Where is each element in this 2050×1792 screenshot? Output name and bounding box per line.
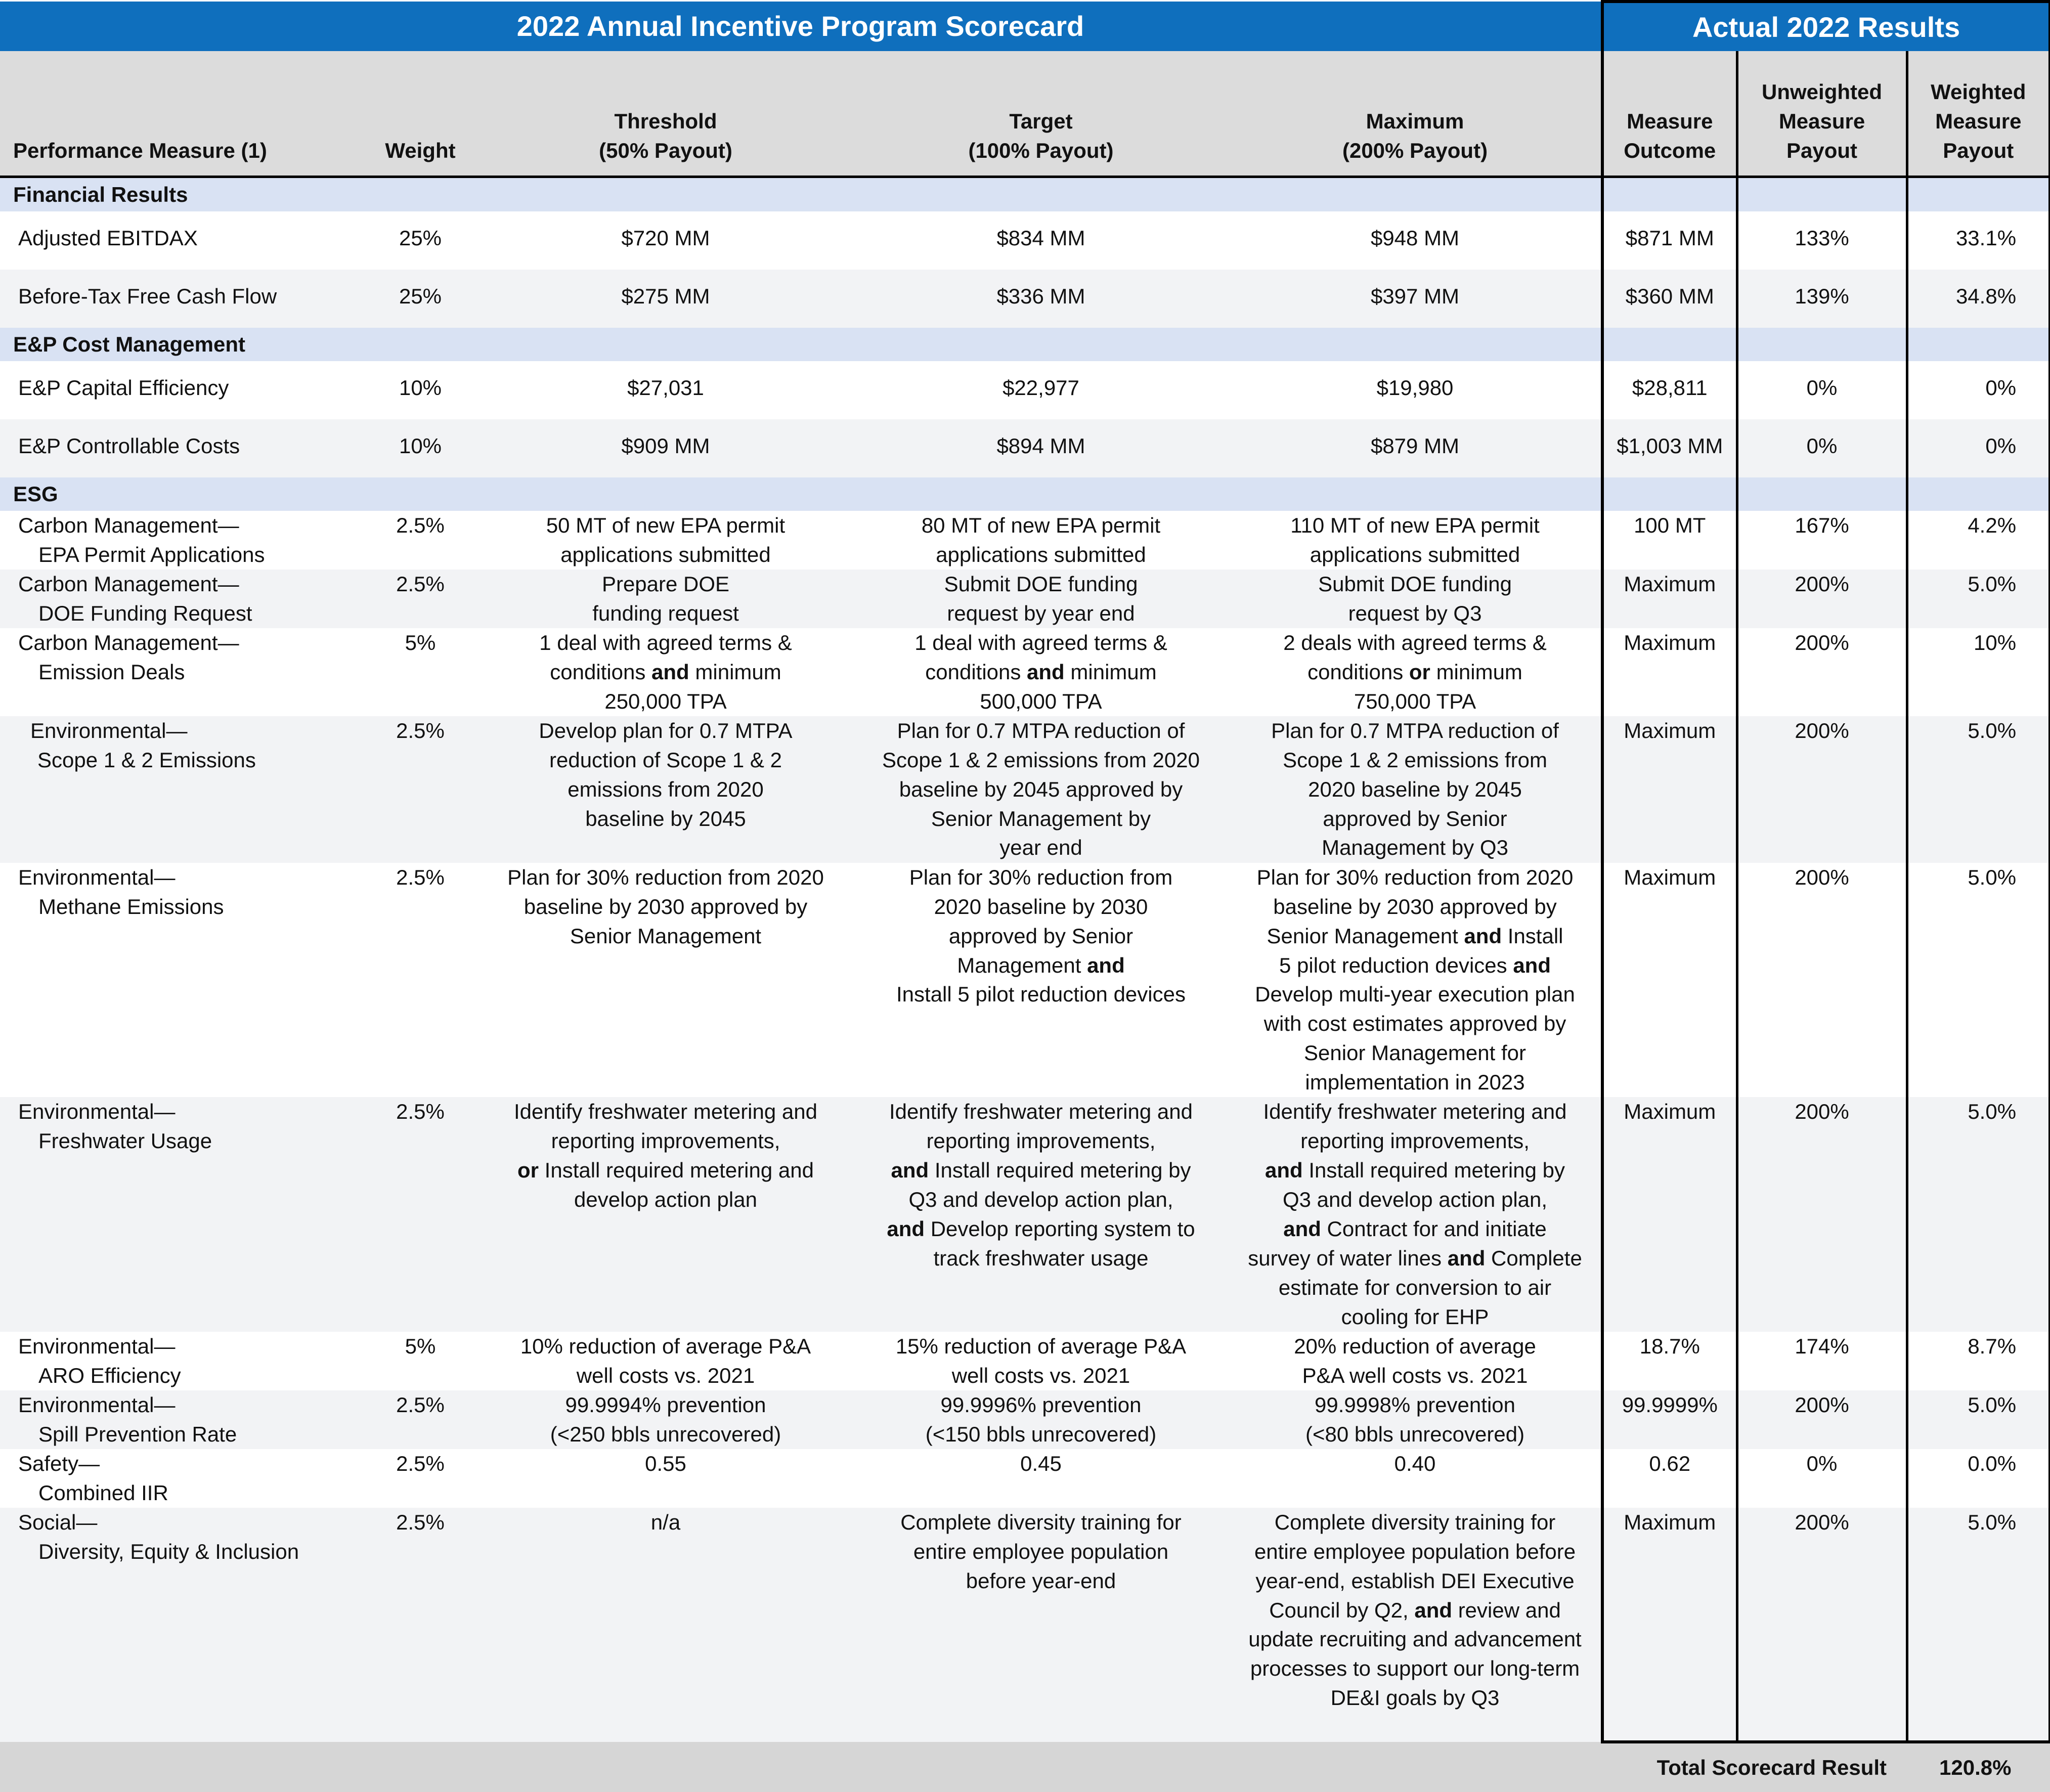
target-cell: Plan for 0.7 MTPA reduction of Scope 1 & 2 emissions from 2020 baseline by 2045 approved by Senior Management by year end <box>853 716 1229 863</box>
total-value: 120.8% <box>1907 1742 2050 1792</box>
maximum-cell: Plan for 30% reduction from 2020 baseline by 2030 approved by Senior Management and Install 5 pilot reduction devices and Develop multi-year execution plan with cost estimates approved by Senior Management for implementation in 2023 <box>1229 863 1602 1098</box>
measure-name: Social— Diversity, Equity & Inclusion <box>0 1508 362 1742</box>
measure-name: Environmental— Spill Prevention Rate <box>0 1390 362 1449</box>
outcome-cell: $1,003 MM <box>1602 419 1737 477</box>
threshold-cell: $27,031 <box>478 361 853 419</box>
target-cell: 15% reduction of average P&A well costs vs. 2021 <box>853 1332 1229 1390</box>
weighted-cell: 34.8% <box>1907 270 2050 328</box>
outcome-cell: 18.7% <box>1602 1332 1737 1390</box>
target-cell: 80 MT of new EPA permit applications submitted <box>853 511 1229 570</box>
table-row <box>0 1390 2050 1449</box>
weight-cell: 5% <box>362 628 478 716</box>
weighted-cell: 5.0% <box>1907 1508 2050 1742</box>
table-row <box>0 211 2050 270</box>
weighted-cell: 0% <box>1907 419 2050 477</box>
threshold-cell: 10% reduction of average P&A well costs vs. 2021 <box>478 1332 853 1390</box>
target-cell: $894 MM <box>853 419 1229 477</box>
column-header-threshold: Threshold (50% Payout) <box>478 51 853 177</box>
column-header-weighted: Weighted Measure Payout <box>1907 51 2050 177</box>
threshold-cell: Develop plan for 0.7 MTPA reduction of Scope 1 & 2 emissions from 2020 baseline by 2045 <box>478 716 853 863</box>
section-financial <box>0 177 2050 212</box>
maximum-cell: 99.9998% prevention (<80 bbls unrecovered) <box>1229 1390 1602 1449</box>
unweighted-cell: 200% <box>1737 1390 1907 1449</box>
unweighted-cell: 167% <box>1737 511 1907 570</box>
maximum-cell: Plan for 0.7 MTPA reduction of Scope 1 & 2 emissions from 2020 baseline by 2045 approved by Senior Management by Q3 <box>1229 716 1602 863</box>
measure-name: Environmental— Methane Emissions <box>0 863 362 1098</box>
maximum-cell: Submit DOE funding request by Q3 <box>1229 570 1602 628</box>
unweighted-cell: 133% <box>1737 211 1907 270</box>
weighted-cell: 5.0% <box>1907 570 2050 628</box>
column-header-measure: Performance Measure (1) <box>0 51 362 177</box>
weighted-cell: 0.0% <box>1907 1449 2050 1508</box>
column-header-outcome: Measure Outcome <box>1602 51 1737 177</box>
unweighted-cell: 200% <box>1737 1097 1907 1332</box>
outcome-cell: Maximum <box>1602 716 1737 863</box>
measure-name: Adjusted EBITDAX <box>0 211 362 270</box>
target-cell: 1 deal with agreed terms & conditions and minimum 500,000 TPA <box>853 628 1229 716</box>
unweighted-cell: 0% <box>1737 1449 1907 1508</box>
measure-name: E&P Controllable Costs <box>0 419 362 477</box>
target-cell: Complete diversity training for entire employee population before year-end <box>853 1508 1229 1742</box>
unweighted-cell: 200% <box>1737 628 1907 716</box>
table-row <box>0 361 2050 419</box>
outcome-cell: 100 MT <box>1602 511 1737 570</box>
maximum-cell: $879 MM <box>1229 419 1602 477</box>
maximum-cell: $948 MM <box>1229 211 1602 270</box>
maximum-cell: $397 MM <box>1229 270 1602 328</box>
weight-cell: 10% <box>362 419 478 477</box>
weight-cell: 5% <box>362 1332 478 1390</box>
measure-name: Environmental— ARO Efficiency <box>0 1332 362 1390</box>
target-cell: 0.45 <box>853 1449 1229 1508</box>
threshold-cell: Identify freshwater metering and reporting improvements, or Install required metering and develop action plan <box>478 1097 853 1332</box>
threshold-cell: Plan for 30% reduction from 2020 baseline by 2030 approved by Senior Management <box>478 863 853 1098</box>
weighted-cell: 0% <box>1907 361 2050 419</box>
column-header-target: Target (100% Payout) <box>853 51 1229 177</box>
total-row <box>0 1742 2050 1792</box>
table-row <box>0 511 2050 570</box>
unweighted-cell: 0% <box>1737 361 1907 419</box>
table-row <box>0 270 2050 328</box>
section-ep-cost <box>0 328 2050 361</box>
maximum-cell: 0.40 <box>1229 1449 1602 1508</box>
outcome-cell: $360 MM <box>1602 270 1737 328</box>
results-title: Actual 2022 Results <box>1602 2 2050 51</box>
weight-cell: 2.5% <box>362 716 478 863</box>
unweighted-cell: 200% <box>1737 1508 1907 1742</box>
section-esg <box>0 477 2050 511</box>
weighted-cell: 4.2% <box>1907 511 2050 570</box>
maximum-cell: Complete diversity training for entire employee population before year-end, establish DEI Executive Council by Q2, and review and update recruiting and advancement processes to support our long-term DE&I goals by Q3 <box>1229 1508 1602 1742</box>
outcome-cell: $28,811 <box>1602 361 1737 419</box>
unweighted-cell: 200% <box>1737 570 1907 628</box>
weight-cell: 2.5% <box>362 863 478 1098</box>
maximum-cell: $19,980 <box>1229 361 1602 419</box>
maximum-cell: 20% reduction of average P&A well costs vs. 2021 <box>1229 1332 1602 1390</box>
weight-cell: 2.5% <box>362 1508 478 1742</box>
threshold-cell: Prepare DOE funding request <box>478 570 853 628</box>
threshold-cell: 99.9994% prevention (<250 bbls unrecovered) <box>478 1390 853 1449</box>
weight-cell: 25% <box>362 211 478 270</box>
weight-cell: 2.5% <box>362 570 478 628</box>
table-row <box>0 628 2050 716</box>
table-row <box>0 1449 2050 1508</box>
table-row <box>0 1332 2050 1390</box>
target-cell: $336 MM <box>853 270 1229 328</box>
weight-cell: 2.5% <box>362 1097 478 1332</box>
measure-name: Carbon Management— DOE Funding Request <box>0 570 362 628</box>
outcome-cell: Maximum <box>1602 1508 1737 1742</box>
section-title: ESG <box>0 477 1602 511</box>
weight-cell: 2.5% <box>362 1449 478 1508</box>
section-title: Financial Results <box>0 177 1602 212</box>
outcome-cell: Maximum <box>1602 628 1737 716</box>
table-row <box>0 863 2050 1098</box>
total-label: Total Scorecard Result <box>1602 1742 1907 1792</box>
threshold-cell: 1 deal with agreed terms & conditions and minimum 250,000 TPA <box>478 628 853 716</box>
measure-name: E&P Capital Efficiency <box>0 361 362 419</box>
target-cell: Plan for 30% reduction from 2020 baseline by 2030 approved by Senior Management and Install 5 pilot reduction devices <box>853 863 1229 1098</box>
weighted-cell: 5.0% <box>1907 1390 2050 1449</box>
weighted-cell: 5.0% <box>1907 1097 2050 1332</box>
table-row <box>0 419 2050 477</box>
maximum-cell: 110 MT of new EPA permit applications submitted <box>1229 511 1602 570</box>
unweighted-cell: 0% <box>1737 419 1907 477</box>
threshold-cell: n/a <box>478 1508 853 1742</box>
measure-name: Before-Tax Free Cash Flow <box>0 270 362 328</box>
target-cell: 99.9996% prevention (<150 bbls unrecovered) <box>853 1390 1229 1449</box>
unweighted-cell: 200% <box>1737 716 1907 863</box>
measure-name: Safety— Combined IIR <box>0 1449 362 1508</box>
weighted-cell: 33.1% <box>1907 211 2050 270</box>
target-cell: $22,977 <box>853 361 1229 419</box>
column-header-weight: Weight <box>362 51 478 177</box>
unweighted-cell: 139% <box>1737 270 1907 328</box>
column-header-maximum: Maximum (200% Payout) <box>1229 51 1602 177</box>
column-header-unweighted: Unweighted Measure Payout <box>1737 51 1907 177</box>
target-cell: Identify freshwater metering and reporting improvements, and Install required metering by Q3 and develop action plan, and Develop reporting system to track freshwater usage <box>853 1097 1229 1332</box>
threshold-cell: 50 MT of new EPA permit applications submitted <box>478 511 853 570</box>
table-row <box>0 570 2050 628</box>
measure-name: Carbon Management— Emission Deals <box>0 628 362 716</box>
weighted-cell: 5.0% <box>1907 716 2050 863</box>
outcome-cell: Maximum <box>1602 863 1737 1098</box>
maximum-cell: Identify freshwater metering and reporting improvements, and Install required metering by Q3 and develop action plan, and Contract for and initiate survey of water lines and Complete estimate for conversion to air cooling for EHP <box>1229 1097 1602 1332</box>
outcome-cell: Maximum <box>1602 1097 1737 1332</box>
weighted-cell: 10% <box>1907 628 2050 716</box>
scorecard-title: 2022 Annual Incentive Program Scorecard <box>0 2 1602 51</box>
threshold-cell: $275 MM <box>478 270 853 328</box>
section-title: E&P Cost Management <box>0 328 1602 361</box>
measure-name: Environmental— Scope 1 & 2 Emissions <box>0 716 362 863</box>
measure-name: Environmental— Freshwater Usage <box>0 1097 362 1332</box>
unweighted-cell: 174% <box>1737 1332 1907 1390</box>
threshold-cell: 0.55 <box>478 1449 853 1508</box>
threshold-cell: $909 MM <box>478 419 853 477</box>
weighted-cell: 5.0% <box>1907 863 2050 1098</box>
table-row <box>0 1097 2050 1332</box>
table-row <box>0 1508 2050 1742</box>
weight-cell: 10% <box>362 361 478 419</box>
unweighted-cell: 200% <box>1737 863 1907 1098</box>
threshold-cell: $720 MM <box>478 211 853 270</box>
measure-name: Carbon Management— EPA Permit Applications <box>0 511 362 570</box>
outcome-cell: Maximum <box>1602 570 1737 628</box>
outcome-cell: 99.9999% <box>1602 1390 1737 1449</box>
weight-cell: 2.5% <box>362 511 478 570</box>
target-cell: Submit DOE funding request by year end <box>853 570 1229 628</box>
outcome-cell: $871 MM <box>1602 211 1737 270</box>
maximum-cell: 2 deals with agreed terms & conditions or minimum 750,000 TPA <box>1229 628 1602 716</box>
table-row <box>0 716 2050 863</box>
weight-cell: 25% <box>362 270 478 328</box>
target-cell: $834 MM <box>853 211 1229 270</box>
outcome-cell: 0.62 <box>1602 1449 1737 1508</box>
weight-cell: 2.5% <box>362 1390 478 1449</box>
weighted-cell: 8.7% <box>1907 1332 2050 1390</box>
